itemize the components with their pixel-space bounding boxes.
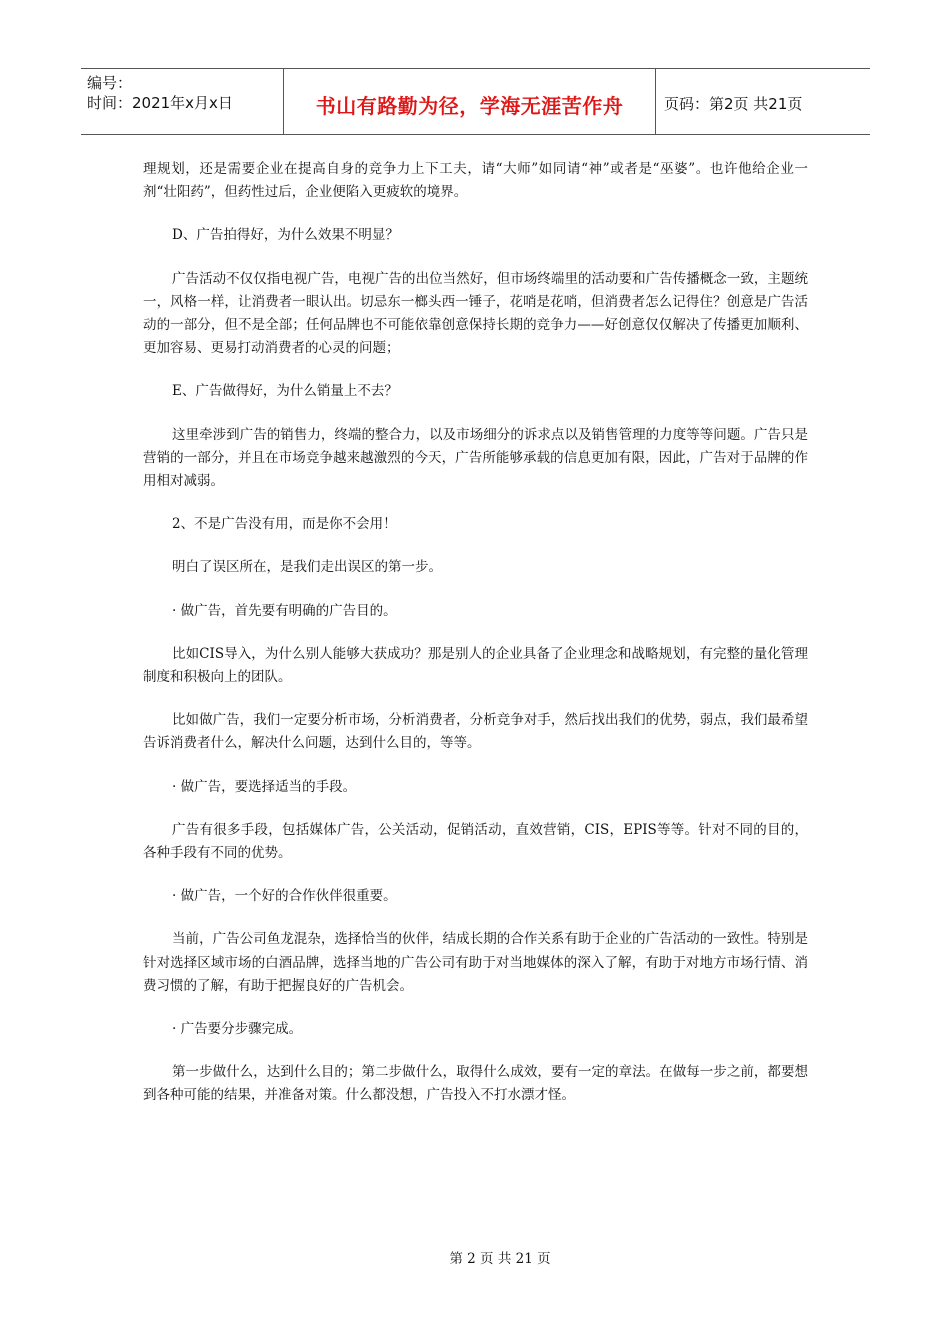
bullet-point: · 做广告，要选择适当的手段。 xyxy=(172,778,357,795)
paragraph: 理规划，还是需要企业在提高自身的竞争力上下工夫，请“大师”如同请“神”或者是“巫婆”。也许他给企业一剂“壮阳药”，但药性过后，企业便陷入更疲软的境界。 xyxy=(143,161,808,201)
bullet-point: · 广告要分步骤完成。 xyxy=(172,1021,303,1038)
header-page-info-cell xyxy=(656,69,870,134)
page-footer xyxy=(0,1247,950,1267)
section-heading-e: E、广告做得好，为什么销量上不去？ xyxy=(172,383,398,400)
paragraph: 比如CIS导入，为什么别人能够大获成功？那是别人的企业具备了企业理念和战略规划，有完整的量化管理制度和积极向上的团队。 xyxy=(143,645,808,686)
bullet-point: · 做广告，首先要有明确的广告目的。 xyxy=(172,602,397,619)
footer-page-number: 第 2 页 共 21 页 xyxy=(449,1251,551,1267)
paragraph: 广告有很多手段，包括媒体广告，公关活动，促销活动，直效营销，CIS，EPIS等等。针对不同的目的，各种手段有不同的优势。 xyxy=(143,821,808,862)
header-page-info: 页码：第2页 共21页 xyxy=(664,94,803,113)
paragraph: 当前，广告公司鱼龙混杂，选择恰当的伙伴，结成长期的合作关系有助于企业的广告活动的一致性。特别是针对选择区域市场的白酒品牌，选择当地的广告公司有助于对当地媒体的深入了解，有助于对地方市场行情、消费习惯的了解，有助于把握良好的广告机会。 xyxy=(143,931,808,994)
document-body xyxy=(143,158,808,1128)
paragraph: 明白了误区所在，是我们走出误区的第一步。 xyxy=(172,559,442,576)
header-motto: 书山有路勤为径，学海无涯苦作舟 xyxy=(315,94,624,118)
section-heading-2: 2、不是广告没有用，而是你不会用！ xyxy=(172,516,397,533)
header-meta xyxy=(81,69,283,134)
paragraph: 比如做广告，我们一定要分析市场，分析消费者，分析竞争对手，然后找出我们的优势，弱点，我们最希望告诉消费者什么，解决什么问题，达到什么目的，等等。 xyxy=(143,712,808,752)
header-motto-cell xyxy=(283,69,656,134)
document-number-label: 编号： xyxy=(87,74,133,92)
paragraph: 广告活动不仅仅指电视广告，电视广告的出位当然好，但市场终端里的活动要和广告传播概念一致，主题统一，风格一样，让消费者一眼认出。切忌东一榔头西一锤子，花哨是花哨，但消费者怎么记得住？创意是广告活动的一部分，但不是全部；任何品牌也不可能依靠创意保持长期的竞争力——好创意仅仅解决了传播更加顺利、更加容易、更易打动消费者的心灵的问题； xyxy=(143,270,808,357)
bullet-point: · 做广告，一个好的合作伙伴很重要。 xyxy=(172,888,397,905)
document-time-label: 时间：2021年x月x日 xyxy=(87,94,233,112)
section-heading-d: D、广告拍得好，为什么效果不明显？ xyxy=(172,227,399,244)
paragraph: 第一步做什么，达到什么目的；第二步做什么，取得什么成效，要有一定的章法。在做每一步之前，都要想到各种可能的结果，并准备对策。什么都没想，广告投入不打水漂才怪。 xyxy=(143,1064,808,1104)
paragraph: 这里牵涉到广告的销售力，终端的整合力，以及市场细分的诉求点以及销售管理的力度等等问题。广告只是营销的一部分，并且在市场竞争越来越激烈的今天，广告所能够承载的信息更加有限，因此，广告对于品牌的作用相对减弱。 xyxy=(143,426,808,490)
page-header xyxy=(81,68,870,135)
